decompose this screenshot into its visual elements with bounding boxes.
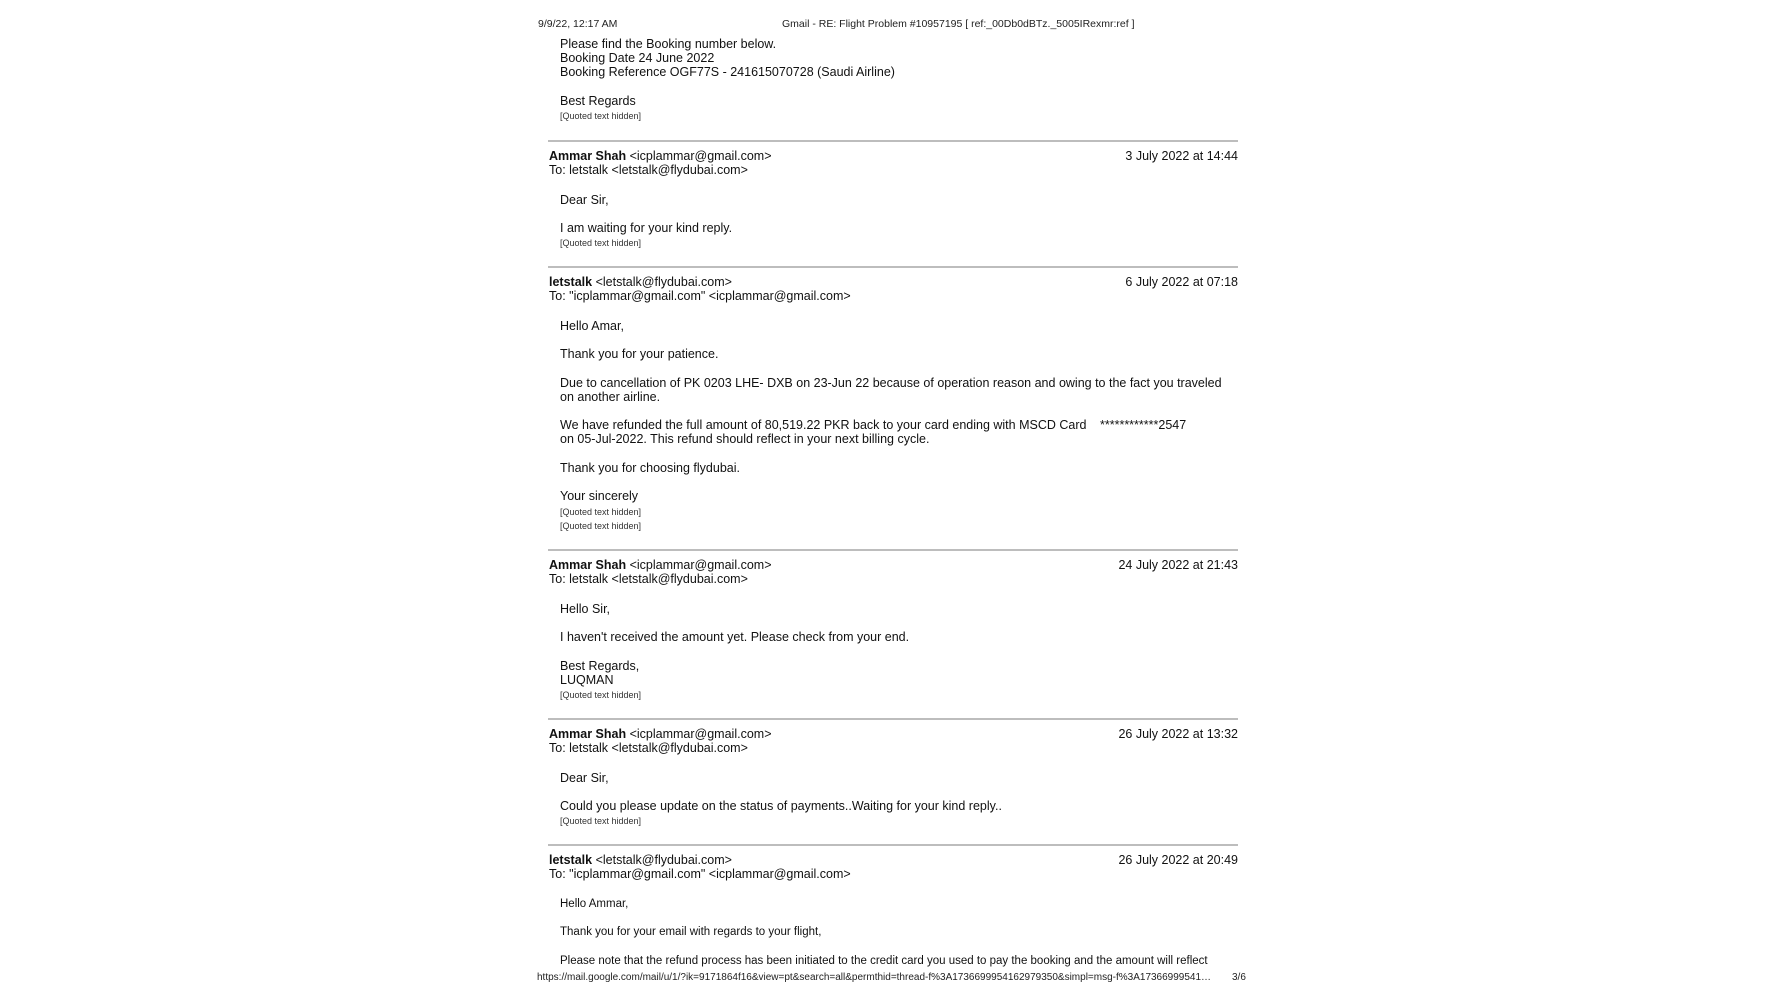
sender-email: <letstalk@flydubai.com> xyxy=(595,853,732,867)
message-line: Dear Sir, xyxy=(560,193,609,207)
message-line: Could you please update on the status of payments..Waiting for your kind reply.. xyxy=(560,799,1002,813)
sender-email: <icplammar@gmail.com> xyxy=(629,149,772,163)
message-line: Thank you for your patience. xyxy=(560,347,719,361)
message-line: Thank you for your email with regards to your flight, xyxy=(560,926,822,938)
message-recipient: To: "icplammar@gmail.com" <icplammar@gmail.com> xyxy=(549,289,851,303)
message-divider xyxy=(548,140,1238,142)
message-line: I am waiting for your kind reply. xyxy=(560,221,733,235)
sender-email: <letstalk@flydubai.com> xyxy=(595,275,732,289)
sender-name: Ammar Shah xyxy=(549,727,627,741)
sender-name: Ammar Shah xyxy=(549,149,627,163)
sender-name: letstalk xyxy=(549,275,593,289)
message-line: I haven't received the amount yet. Please check from your end. xyxy=(560,630,910,644)
message-line: Please note that the refund process has been initiated to the credit card you used to pay the booking and the amount will reflect xyxy=(560,955,1208,967)
message-line: on 05-Jul-2022. This refund should reflect in your next billing cycle. xyxy=(560,432,930,446)
message-sender xyxy=(549,275,732,290)
message-recipient: To: letstalk <letstalk@flydubai.com> xyxy=(549,572,748,586)
message-divider xyxy=(548,266,1238,268)
message-line: Thank you for choosing flydubai. xyxy=(560,461,740,475)
message-date: 26 July 2022 at 20:49 xyxy=(1118,853,1238,867)
print-datetime: 9/9/22, 12:17 AM xyxy=(538,18,618,30)
quoted-text-hidden[interactable]: [Quoted text hidden] xyxy=(560,816,642,826)
message-sender xyxy=(549,727,772,742)
print-url[interactable]: https://mail.google.com/mail/u/1/?ik=9171864f16&view=pt&search=all&permthid=thread-f%3A1736699954162979350&simpl=msg-f%3A17366999541… xyxy=(537,972,1212,983)
message-sender xyxy=(549,558,772,573)
quoted-text-hidden[interactable]: [Quoted text hidden] xyxy=(560,690,642,700)
message-date: 3 July 2022 at 14:44 xyxy=(1125,149,1238,163)
message-divider xyxy=(548,844,1238,846)
print-title: Gmail - RE: Flight Problem #10957195 [ ref:_00Db0dBTz._5005IRexmr:ref ] xyxy=(782,18,1135,30)
message-line: Due to cancellation of PK 0203 LHE- DXB on 23-Jun 22 because of operation reason and owing to the fact you traveled xyxy=(560,376,1222,390)
message-line: Hello Amar, xyxy=(560,319,624,333)
sender-email: <icplammar@gmail.com> xyxy=(629,727,772,741)
quoted-text-hidden[interactable]: [Quoted text hidden] xyxy=(560,238,642,248)
message-sender xyxy=(549,853,732,868)
quoted-text-hidden[interactable]: [Quoted text hidden] xyxy=(560,521,642,531)
page-number: 3/6 xyxy=(1232,972,1246,983)
message-line: Dear Sir, xyxy=(560,771,609,785)
message-recipient: To: "icplammar@gmail.com" <icplammar@gmail.com> xyxy=(549,867,851,881)
intro-line: Booking Date 24 June 2022 xyxy=(560,51,715,65)
message-recipient: To: letstalk <letstalk@flydubai.com> xyxy=(549,741,748,755)
message-line: LUQMAN xyxy=(560,673,614,687)
message-date: 6 July 2022 at 07:18 xyxy=(1125,275,1238,289)
message-line: We have refunded the full amount of 80,519.22 PKR back to your card ending with MSCD Card xyxy=(560,418,1087,432)
quoted-text-hidden[interactable]: [Quoted text hidden] xyxy=(560,507,642,517)
quoted-text-hidden[interactable]: [Quoted text hidden] xyxy=(560,111,642,121)
message-line: Hello Sir, xyxy=(560,602,611,616)
message-line: Hello Ammar, xyxy=(560,898,629,910)
message-divider xyxy=(548,718,1238,720)
sender-name: Ammar Shah xyxy=(549,558,627,572)
sender-name: letstalk xyxy=(549,853,593,867)
message-recipient: To: letstalk <letstalk@flydubai.com> xyxy=(549,163,748,177)
message-line: Your sincerely xyxy=(560,489,639,503)
message-line: on another airline. xyxy=(560,390,661,404)
message-sender xyxy=(549,149,772,164)
intro-line: Please find the Booking number below. xyxy=(560,37,777,51)
sender-email: <icplammar@gmail.com> xyxy=(629,558,772,572)
intro-line: Booking Reference OGF77S - 241615070728 (Saudi Airline) xyxy=(560,65,895,79)
message-divider xyxy=(548,549,1238,551)
masked-card-number: ************2547 xyxy=(1100,418,1187,432)
message-line: Best Regards, xyxy=(560,659,640,673)
message-date: 26 July 2022 at 13:32 xyxy=(1118,727,1238,741)
message-date: 24 July 2022 at 21:43 xyxy=(1118,558,1238,572)
intro-line: Best Regards xyxy=(560,94,636,108)
